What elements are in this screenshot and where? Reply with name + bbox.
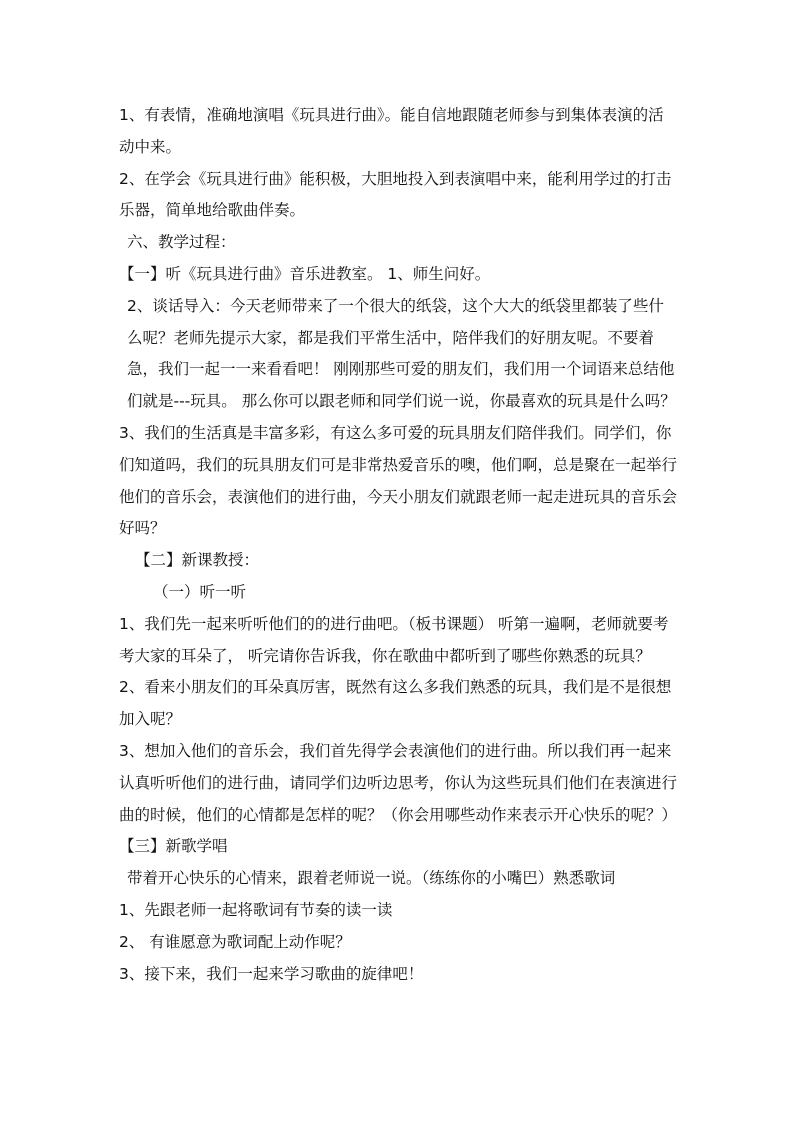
document-body — [119, 100, 677, 990]
step-3-intro: 带着开心快乐的心情来，跟着老师说一说。（练练你的小嘴巴）熟悉歌词 — [127, 869, 616, 888]
listen-item-1: 1、我们先一起来听听他们的的进行曲吧。（板书课题） 听第一遍啊，老师就要考考大家的耳朵了， 听完请你告诉我，你在歌曲中都听到了哪些你熟悉的玩具？ — [119, 614, 669, 665]
step-3-item-2: 2、 有谁愿意为歌词配上动作呢？ — [119, 932, 351, 951]
section-heading-teaching-process: 六、教学过程： — [127, 233, 236, 252]
listen-item-2: 2、看来小朋友们的耳朵真厉害，既然有这么多我们熟悉的玩具，我们是不是很想加入呢？ — [119, 678, 672, 729]
objective-1: 1、有表情，准确地演唱《玩具进行曲》。能自信地跟随老师参与到集体表演的活动中来。 — [119, 106, 664, 156]
step-2-heading: 【二】新课教授： — [135, 551, 260, 570]
step-3-item-1: 1、先跟老师一起将歌词有节奏的读一读 — [119, 900, 393, 919]
listen-item-3: 3、想加入他们的音乐会，我们首先得学会表演他们的进行曲。所以我们再一起来认真听听他们的进行曲，请同学们边听边思考，你认为这些玩具们他们在表演进行曲的时候，他们的心情都是怎样的呢？（你会用哪些动作来表示开心快乐的呢？） — [119, 741, 678, 824]
subsection-listen: （一）听一听 — [153, 582, 247, 601]
step-1-item-3: 3、我们的生活真是丰富多彩，有这么多可爱的玩具朋友们陪伴我们。同学们，你们知道吗，我们的玩具朋友们可是非常热爱音乐的噢，他们啊，总是聚在一起举行他们的音乐会，表演他们的进行曲，今天小朋友们就跟老师一起走进玩具的音乐会好吗？ — [119, 423, 678, 538]
step-3-item-3: 3、接下来，我们一起来学习歌曲的旋律吧！ — [119, 964, 424, 983]
step-1: 【一】听《玩具进行曲》音乐进教室。 1、师生问好。 — [119, 264, 491, 283]
step-1-dialogue: 2、谈话导入：今天老师带来了一个很大的纸袋，这个大大的纸袋里都装了些什么呢？老师先提示大家，都是我们平常生活中，陪伴我们的好朋友呢。不要着急，我们一起一一来看看吧！ 刚刚那些可爱的朋友们，我们用一个词语来总结他们就是---玩具。 那么你可以跟老师和同学们说一说，你最喜欢的玩具是什么吗？ — [127, 296, 676, 411]
step-3-heading: 【三】新歌学唱 — [119, 837, 228, 856]
objective-2: 2、在学会《玩具进行曲》能积极，大胆地投入到表演唱中来，能利用学过的打击乐器，简单地给歌曲伴奏。 — [119, 169, 672, 220]
